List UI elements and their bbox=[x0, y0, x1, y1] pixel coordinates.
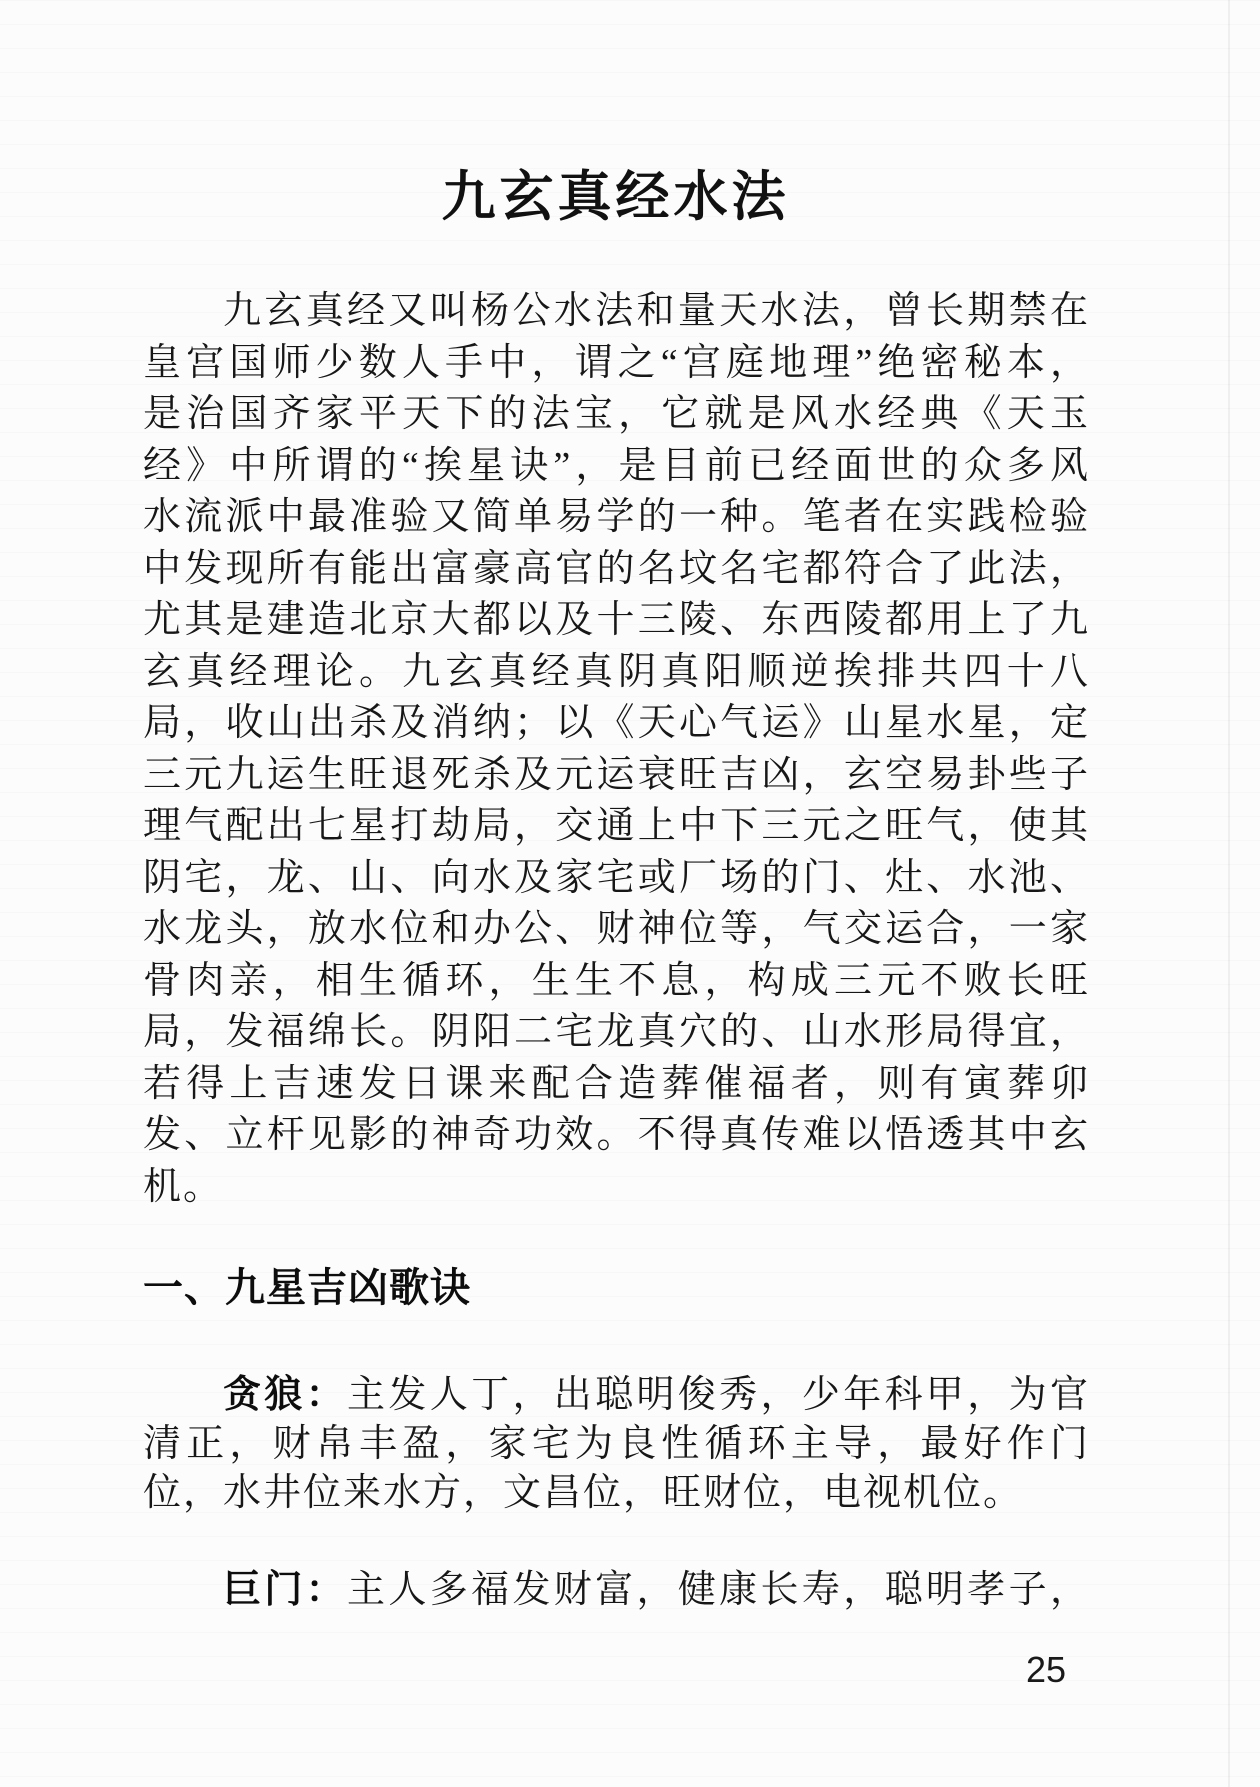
term-jumen: 巨门： bbox=[223, 1569, 348, 1611]
intro-paragraph bbox=[143, 286, 1088, 1213]
term-tanlang: 贪狼： bbox=[223, 1374, 348, 1416]
text-line: 皇宫国师少数人手中，谓之“宫庭地理”绝密秘本， bbox=[143, 341, 1088, 384]
tanlang-paragraph bbox=[143, 1371, 1088, 1518]
text-line: 中发现所有能出富豪高官的名坟名宅都符合了此法， bbox=[143, 547, 1088, 590]
text-line: 若得上吉速发日课来配合造葬催福者，则有寅葬卯 bbox=[143, 1062, 1088, 1105]
text-line: 经》中所谓的“挨星诀”，是目前已经面世的众多风 bbox=[143, 444, 1088, 487]
text-line: 位，水井位来水方，文昌位，旺财位，电视机位。 bbox=[143, 1472, 1024, 1514]
text-line: 局，收山出杀及消纳；以《天心气运》山星水星，定 bbox=[143, 702, 1088, 744]
text-line: 水龙头，放水位和办公、财神位等，气交运合，一家 bbox=[143, 908, 1088, 950]
text-line: 三元九运生旺退死杀及元运衰旺吉凶，玄空易卦些子 bbox=[143, 753, 1088, 796]
text-line: 局，发福绵长。阴阳二宅龙真穴的、山水形局得宜， bbox=[143, 1011, 1088, 1053]
jumen-paragraph bbox=[143, 1566, 1088, 1615]
text-line: 理气配出七星打劫局，交通上中下三元之旺气，使其 bbox=[143, 805, 1088, 847]
term-description: 主人多福发财富，健康长寿，聪明孝子， bbox=[347, 1569, 1088, 1611]
term-description: 主发人丁，出聪明俊秀，少年科甲，为官 bbox=[347, 1374, 1088, 1416]
scan-artifact-line bbox=[1228, 0, 1230, 1787]
section-heading: 一、九星吉凶歌诀 bbox=[143, 1265, 471, 1310]
text-line: 清正，财帛丰盈，家宅为良性循环主导，最好作门 bbox=[143, 1423, 1088, 1465]
text-line: 骨肉亲，相生循环，生生不息，构成三元不败长旺 bbox=[143, 959, 1088, 1002]
text-line: 是治国齐家平天下的法宝，它就是风水经典《天玉 bbox=[143, 393, 1088, 435]
document-title: 九玄真经水法 bbox=[441, 167, 790, 227]
text-line: 九玄真经又叫杨公水法和量天水法，曾长期禁在 bbox=[223, 290, 1088, 332]
page-number: 25 bbox=[1025, 1649, 1066, 1690]
text-line bbox=[143, 1371, 1088, 1420]
text-line: 水流派中最准验又简单易学的一种。笔者在实践检验 bbox=[143, 496, 1088, 538]
text-line: 尤其是建造北京大都以及十三陵、东西陵都用上了九 bbox=[143, 599, 1088, 641]
text-line: 阴宅，龙、山、向水及家宅或厂场的门、灶、水池、 bbox=[143, 856, 1088, 899]
text-line: 机。 bbox=[143, 1165, 224, 1208]
text-line bbox=[143, 1566, 1088, 1615]
text-line: 玄真经理论。九玄真经真阴真阳顺逆挨排共四十八 bbox=[143, 650, 1088, 693]
text-line: 发、立杆见影的神奇功效。不得真传难以悟透其中玄 bbox=[143, 1114, 1088, 1156]
